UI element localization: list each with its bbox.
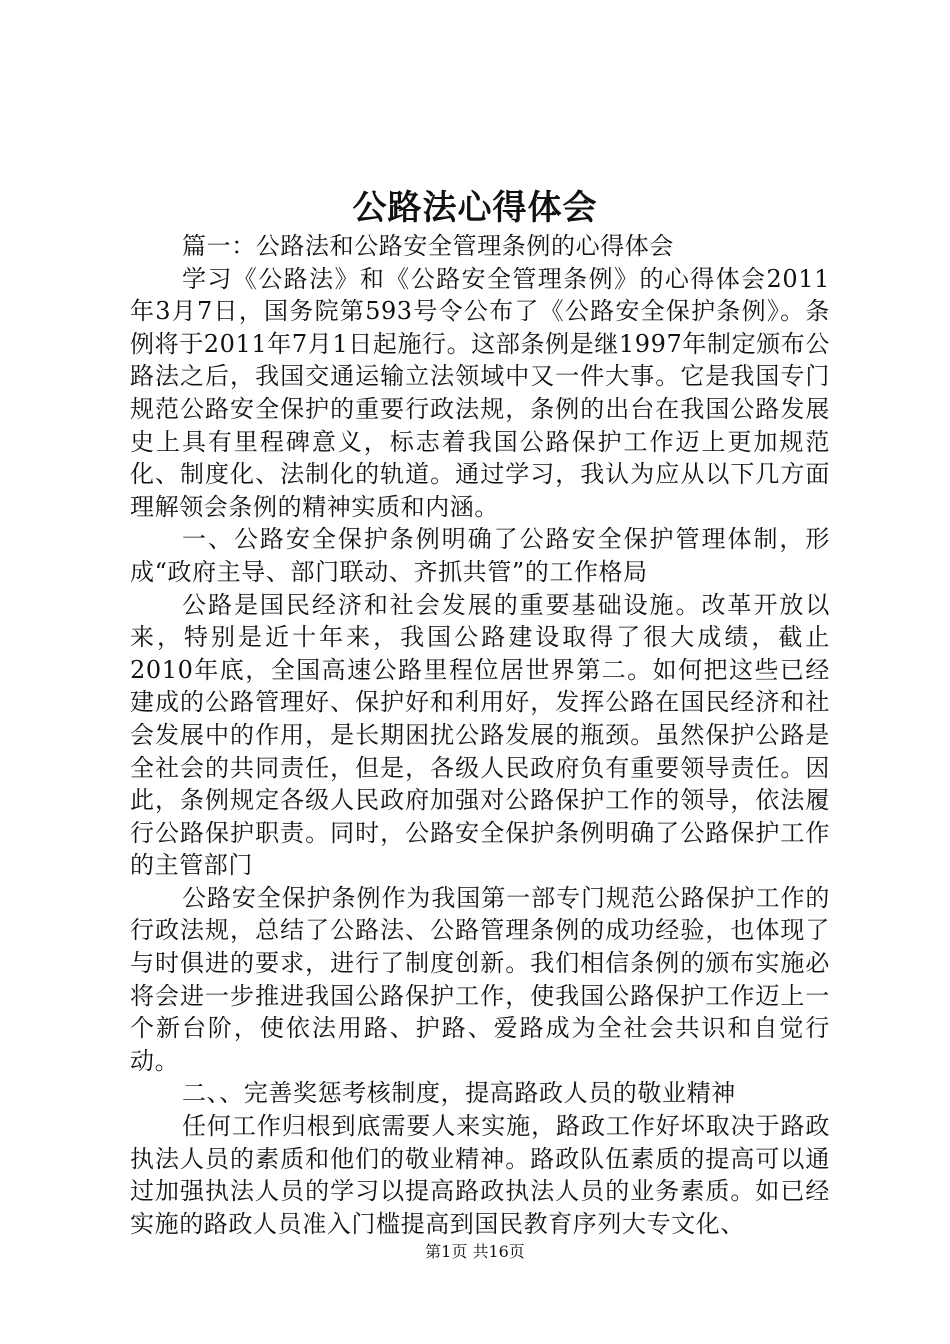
page-number-footer: 第1页 共16页 <box>425 1242 525 1261</box>
paragraph-subtitle: 篇一：公路法和公路安全管理条例的心得体会 <box>182 232 674 260</box>
paragraph-section-1-body: 公路是国民经济和社会发展的重要基础设施。改革开放以来，特别是近十年来，我国公路建设取得了很大成绩，截止2010年底，全国高速公路里程位居世界第二。如何把这些已经建成的公路管理好、保护好和利用好，发挥公路在国民经济和社会发展中的作用，是长期困扰公路发展的瓶颈。虽然保护公路是全社会的共同责任，但是，各级人民政府负有重要领导责任。因此，条例规定各级人民政府加强对公路保护工作的领导，依法履行公路保护职责。同时，公路安全保护条例明确了公路保护工作的主管部门 <box>130 590 830 880</box>
document-body <box>130 230 830 1240</box>
paragraph-section-2-body: 任何工作归根到底需要人来实施，路政工作好坏取决于路政执法人员的素质和他们的敬业精神。路政队伍素质的提高可以通过加强执法人员的学习以提高路政执法人员的业务素质。如已经实施的路政人员准入门槛提高到国民教育序列大专文化、 <box>130 1112 830 1238</box>
document-title: 公路法心得体会 <box>352 188 598 228</box>
paragraph-section-1-conclusion: 公路安全保护条例作为我国第一部专门规范公路保护工作的行政法规，总结了公路法、公路管理条例的成功经验，也体现了与时俱进的要求，进行了制度创新。我们相信条例的颁布实施必将会进一步推进我国公路保护工作，使我国公路保护工作迈上一个新台阶，使依法用路、护路、爱路成为全社会共识和自觉行动。 <box>130 883 830 1075</box>
section-heading-2: 二、、完善奖惩考核制度，提高路政人员的敬业精神 <box>182 1079 736 1108</box>
paragraph-intro: 学习《公路法》和《公路安全管理条例》的心得体会2011年3月7日，国务院第593号令公布了《公路安全保护条例》。条例将于2011年7月1日起施行。这部条例是继1997年制定颁布公路法之后，我国交通运输立法领域中又一件大事。它是我国专门规范公路安全保护的重要行政法规，条例的出台在我国公路发展史上具有里程碑意义，标志着我国公路保护工作迈上更加规范化、制度化、法制化的轨道。通过学习，我认为应从以下几方面理解领会条例的精神实质和内涵。 <box>130 264 830 521</box>
section-heading-1: 一、公路安全保护条例明确了公路安全保护管理体制，形成“政府主导、部门联动、齐抓共管”的工作格局 <box>130 525 830 586</box>
